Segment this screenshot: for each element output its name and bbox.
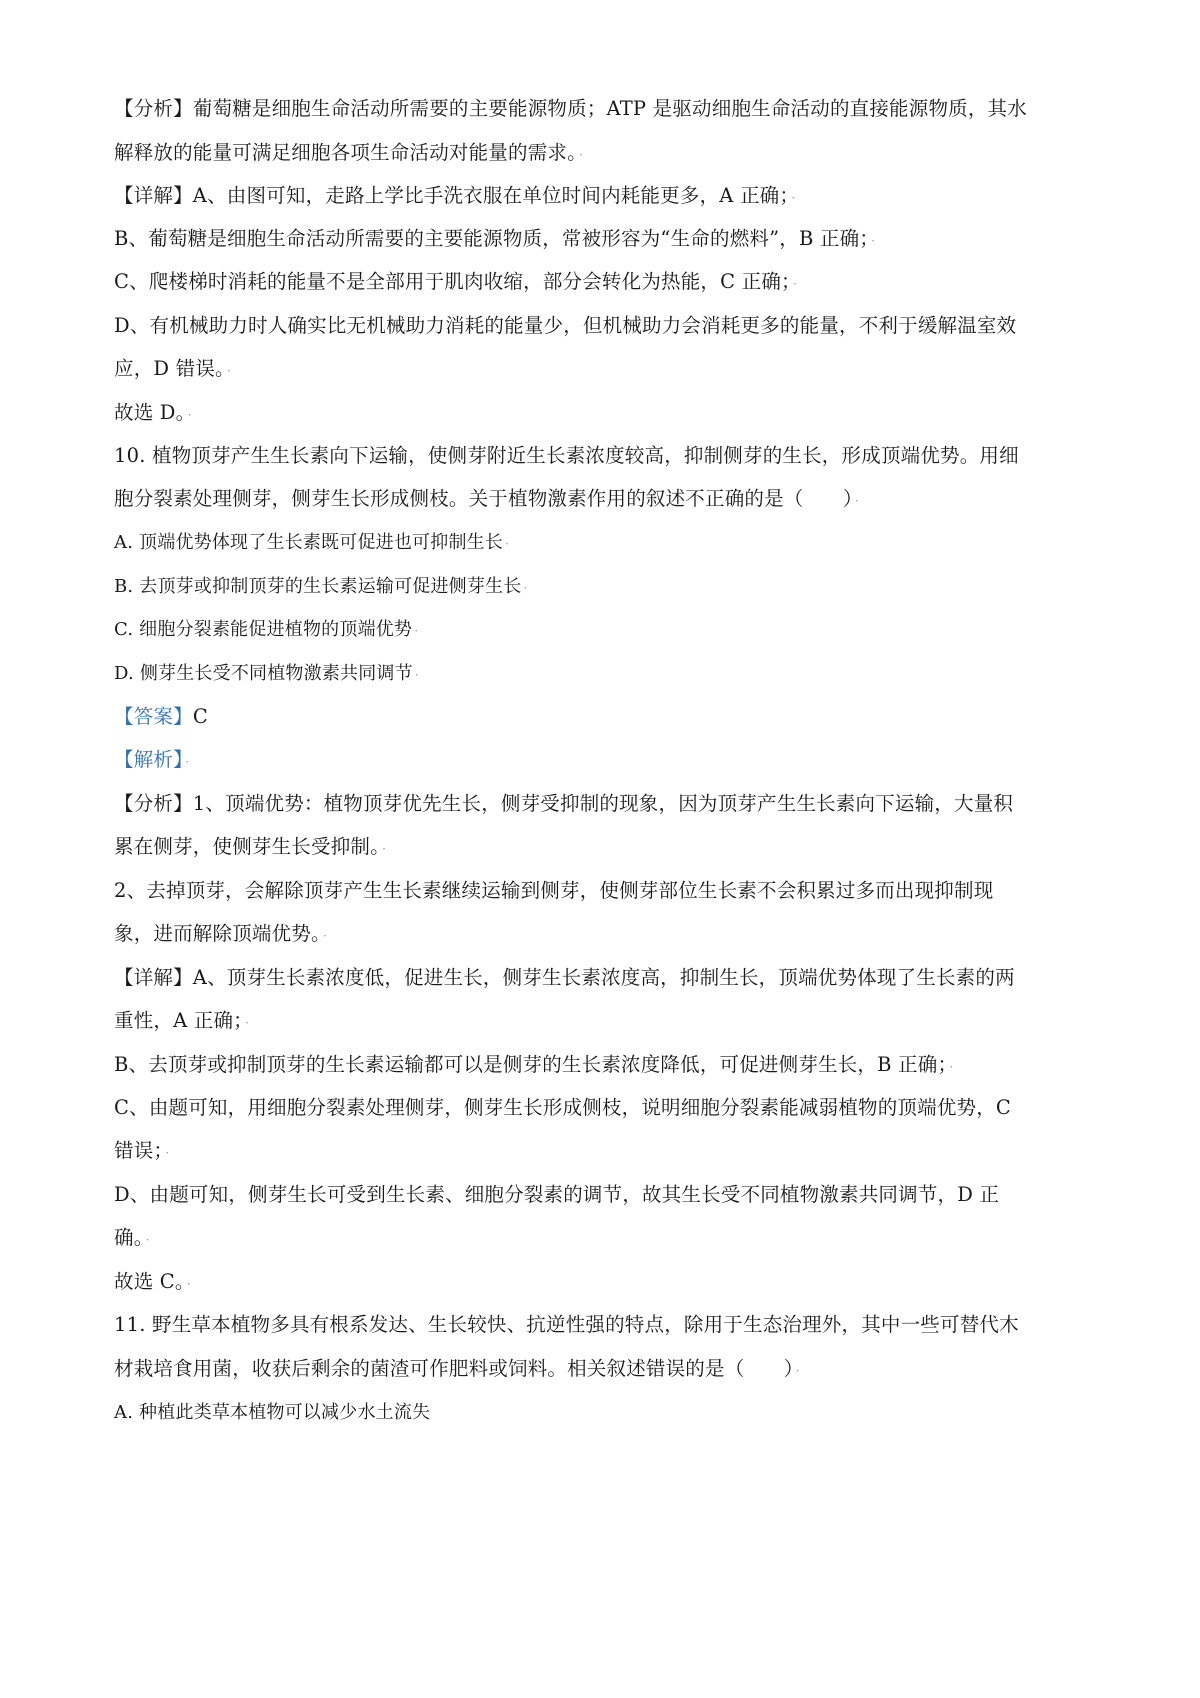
- edit-mark: ·: [791, 191, 796, 205]
- q11-stem-line-1: 11. 野生草本植物多具有根系发达、生长较快、抗逆性强的特点，除用于生态治理外，其中一些可替代木: [114, 1313, 1019, 1336]
- edit-mark: ·: [322, 929, 327, 943]
- q9-choice: 故选 D。 ·: [114, 401, 192, 424]
- edit-mark: ·: [382, 842, 387, 856]
- q10-option-d: D. 侧芽生长受不同植物激素共同调节 ·: [114, 663, 419, 684]
- q10-detail-a-line-2: 重性，A 正确； ·: [114, 1009, 250, 1032]
- q9-detail-d-line-2: 应，D 错误。 ·: [114, 357, 231, 380]
- edit-mark: ·: [793, 277, 798, 291]
- q10-analysis-line-2: 累在侧芽，使侧芽生长受抑制。 ·: [114, 835, 387, 858]
- q10-stem-line-1: 10. 植物顶芽产生生长素向下运输，使侧芽附近生长素浓度较高，抑制侧芽的生长，形成顶端优势。用细: [114, 444, 1019, 467]
- q10-analysis2-line-2: 象，进而解除顶端优势。 ·: [114, 922, 327, 945]
- edit-mark: ·: [579, 148, 584, 162]
- edit-mark: ·: [414, 668, 419, 682]
- q10-detail-d-line-1: D、由题可知，侧芽生长可受到生长素、细胞分裂素的调节，故其生长受不同植物激素共同调节，D 正: [114, 1183, 1000, 1206]
- q11-option-a: A. 种植此类草本植物可以减少水土流失: [114, 1402, 431, 1423]
- answer-value: C: [192, 705, 208, 728]
- edit-mark: ·: [245, 1016, 250, 1030]
- q10-answer: [114, 704, 208, 730]
- edit-mark: ·: [949, 1060, 954, 1074]
- q10-choice: 故选 C。 ·: [114, 1270, 191, 1293]
- edit-mark: ·: [165, 1146, 170, 1160]
- q9-detail-a: 【详解】A、由图可知，走路上学比手洗衣服在单位时间内耗能更多，A 正确； ·: [114, 184, 796, 207]
- edit-mark: ·: [871, 234, 876, 248]
- q10-analysis2-line-1: 2、去掉顶芽，会解除顶芽产生生长素继续运输到侧芽，使侧芽部位生长素不会积累过多而出现抑制现: [114, 879, 994, 902]
- q9-detail-d-line-1: D、有机械助力时人确实比无机械助力消耗的能量少，但机械助力会消耗更多的能量，不利于缓解温室效: [114, 314, 1017, 337]
- q10-detail-b: B、去顶芽或抑制顶芽的生长素运输都可以是侧芽的生长素浓度降低，可促进侧芽生长，B 正确； ·: [114, 1053, 954, 1076]
- q9-detail-c: C、爬楼梯时消耗的能量不是全部用于肌肉收缩，部分会转化为热能，C 正确； ·: [114, 270, 798, 293]
- edit-mark: ·: [505, 537, 510, 551]
- q10-detail-c-line-2: 错误； ·: [114, 1139, 170, 1162]
- q10-jiexi: [114, 747, 189, 775]
- q9-analysis-line-2: 解释放的能量可满足细胞各项生命活动对能量的需求。 ·: [114, 141, 584, 164]
- q11-stem-line-2: 材栽培食用菌，收获后剩余的菌渣可作肥料或饲料。相关叙述错误的是（ ） ·: [114, 1357, 800, 1380]
- edit-mark: ·: [185, 755, 190, 769]
- edit-mark: ·: [187, 408, 192, 422]
- q10-detail-a-line-1: 【详解】A、顶芽生长素浓度低，促进生长，侧芽生长素浓度高，抑制生长，顶端优势体现了生长素的两: [114, 966, 1015, 989]
- q10-detail-d-line-2: 确。 ·: [114, 1226, 150, 1249]
- q10-stem-line-2: 胞分裂素处理侧芽，侧芽生长形成侧枝。关于植物激素作用的叙述不正确的是（ ） ·: [114, 487, 859, 510]
- q10-option-c: C. 细胞分裂素能促进植物的顶端优势 ·: [114, 619, 419, 640]
- edit-mark: ·: [414, 624, 419, 638]
- jiexi-label: 【解析】: [114, 748, 184, 771]
- q9-analysis-line-1: 【分析】葡萄糖是细胞生命活动所需要的主要能源物质；ATP 是驱动细胞生命活动的直接能源物质，其水: [114, 97, 1027, 120]
- edit-mark: ·: [523, 581, 528, 595]
- q10-option-a: A. 顶端优势体现了生长素既可促进也可抑制生长 ·: [114, 532, 510, 553]
- q9-detail-b: B、葡萄糖是细胞生命活动所需要的主要能源物质，常被形容为“生命的燃料”，B 正确； ·: [114, 227, 876, 250]
- edit-mark: ·: [145, 1233, 150, 1247]
- q10-option-b: B. 去顶芽或抑制顶芽的生长素运输可促进侧芽生长 ·: [114, 576, 528, 597]
- q10-detail-c-line-1: C、由题可知，用细胞分裂素处理侧芽，侧芽生长形成侧枝，说明细胞分裂素能减弱植物的顶端优势，C: [114, 1096, 1012, 1119]
- answer-label: 【答案】: [114, 705, 193, 728]
- edit-mark: ·: [795, 1364, 800, 1378]
- edit-mark: ·: [854, 494, 859, 508]
- edit-mark: ·: [186, 1277, 191, 1291]
- q10-analysis-line-1: 【分析】1、顶端优势：植物顶芽优先生长，侧芽受抑制的现象，因为顶芽产生生长素向下运输，大量积: [114, 792, 1014, 815]
- edit-mark: ·: [226, 364, 231, 378]
